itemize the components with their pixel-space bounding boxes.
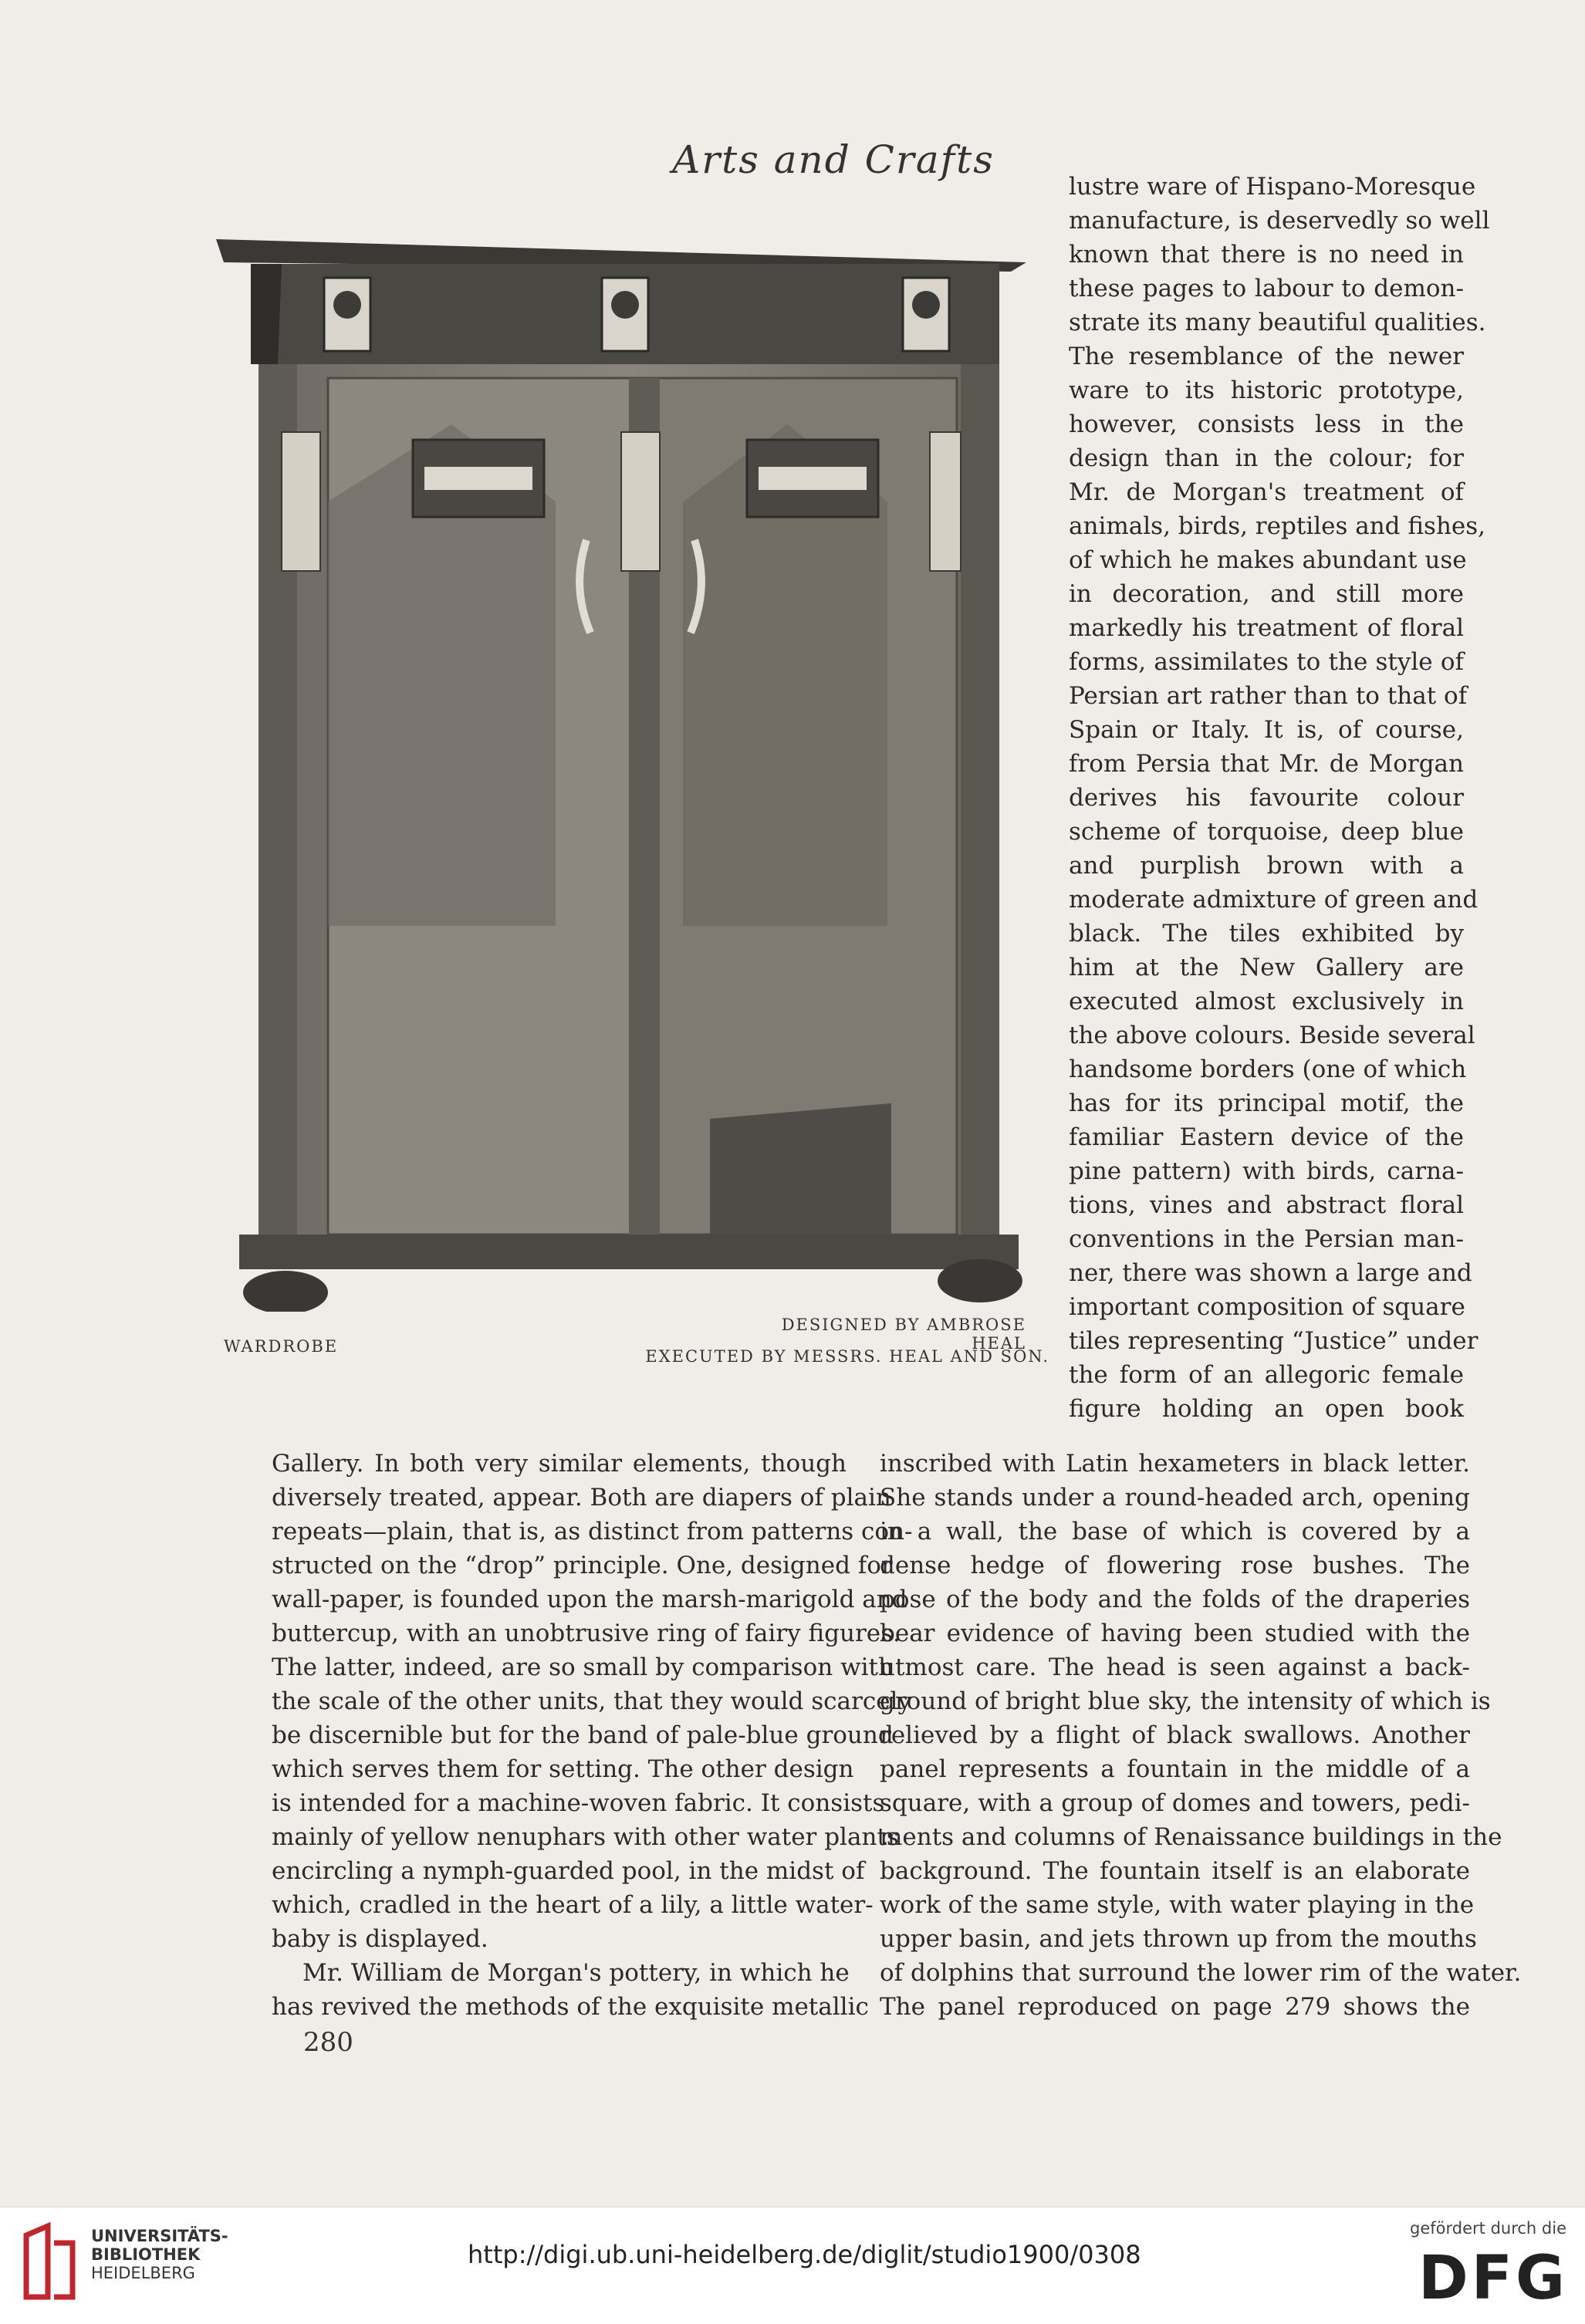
text-line: The latter, indeed, are so small by comparison with: [272, 1653, 894, 1681]
text-line: black. The tiles exhibited by: [1069, 920, 1464, 948]
text-column-left: [272, 1447, 913, 2024]
text-column-right: [880, 1447, 1522, 2024]
text-line: tiles representing “Justice” under: [1069, 1327, 1479, 1355]
text-line: ments and columns of Renaissance buildings in the: [880, 1823, 1502, 1851]
text-line: utmost care. The head is seen against a back-: [880, 1653, 1470, 1681]
text-line: work of the same style, with water playing in the: [880, 1891, 1475, 1919]
text-line: buttercup, with an unobtrusive ring of fairy figures.: [272, 1620, 901, 1647]
text-line: wall-paper, is founded upon the marsh-marigold and: [272, 1586, 907, 1613]
text-line: inscribed with Latin hexameters in black letter.: [880, 1450, 1470, 1478]
text-line: She stands under a round-headed arch, opening: [880, 1484, 1470, 1512]
text-line: tions, vines and abstract floral: [1069, 1191, 1464, 1219]
text-line: The resemblance of the newer: [1069, 343, 1464, 370]
dfg-logo[interactable]: DFG: [1418, 2244, 1568, 2313]
text-line: repeats—plain, that is, as distinct from patterns con-: [272, 1518, 913, 1545]
text-line: familiar Eastern device of the: [1069, 1123, 1464, 1151]
text-line: which serves them for setting. The other design: [272, 1755, 854, 1783]
text-line: pine pattern) with birds, carna-: [1069, 1157, 1464, 1185]
text-line: the scale of the other units, that they would scarcely: [272, 1687, 911, 1715]
text-line: manufacture, is deservedly so well: [1069, 207, 1490, 235]
text-line: encircling a nymph-guarded pool, in the midst of: [272, 1857, 865, 1885]
text-line: has revived the methods of the exquisite metallic: [272, 1993, 869, 2021]
text-line: these pages to labour to demon-: [1069, 275, 1464, 302]
text-line: and purplish brown with a: [1069, 852, 1464, 880]
text-line: the above colours. Beside several: [1069, 1022, 1475, 1049]
text-line: baby is displayed.: [272, 1925, 488, 1953]
text-line: Mr. de Morgan's treatment of: [1069, 478, 1464, 506]
text-line: forms, assimilates to the style of: [1069, 648, 1464, 676]
text-line: structed on the “drop” principle. One, designed for: [272, 1552, 893, 1579]
text-line: bear evidence of having been studied with the: [880, 1620, 1470, 1647]
text-line: ner, there was shown a large and: [1069, 1259, 1472, 1287]
library-name-line: HEIDELBERG: [91, 2264, 195, 2282]
text-line: upper basin, and jets thrown up from the mouths: [880, 1925, 1477, 1953]
text-line: executed almost exclusively in: [1069, 988, 1464, 1015]
text-line: from Persia that Mr. de Morgan: [1069, 750, 1464, 778]
text-line: square, with a group of domes and towers, pedi-: [880, 1789, 1470, 1817]
text-line: of which he makes abundant use: [1069, 546, 1467, 574]
text-line: dense hedge of flowering rose bushes. The: [880, 1552, 1470, 1579]
university-library-logo-icon[interactable]: [19, 2220, 80, 2305]
text-line: background. The fountain itself is an elaborate: [880, 1857, 1470, 1885]
text-line: Persian art rather than to that of: [1069, 682, 1468, 710]
university-library-name[interactable]: [91, 2227, 228, 2282]
text-line: is intended for a machine-woven fabric. It consists: [272, 1789, 885, 1817]
text-line: Gallery. In both very similar elements, though: [272, 1450, 847, 1478]
text-line: in decoration, and still more: [1069, 580, 1464, 608]
figure-caption-designer: DESIGNED BY AMBROSE HEAL: [781, 1316, 1026, 1353]
text-line: markedly his treatment of floral: [1069, 614, 1464, 642]
text-line: of dolphins that surround the lower rim of the water.: [880, 1959, 1522, 1987]
page-number: 280: [303, 2027, 353, 2058]
text-line: panel represents a fountain in the middle of a: [880, 1755, 1470, 1783]
text-line: scheme of torquoise, deep blue: [1069, 818, 1464, 846]
text-column-right-top: [1069, 170, 1490, 1426]
text-line: Mr. William de Morgan's pottery, in which he: [302, 1959, 850, 1987]
text-line: moderate admixture of green and: [1069, 886, 1479, 914]
text-line: Spain or Italy. It is, of course,: [1069, 716, 1464, 744]
text-line: conventions in the Persian man-: [1069, 1225, 1464, 1253]
text-line: which, cradled in the heart of a lily, a little water-: [272, 1891, 874, 1919]
figure-caption-title: WARDROBE: [224, 1337, 339, 1356]
figure-caption-maker: EXECUTED BY MESSRS. HEAL AND SON.: [645, 1347, 1049, 1366]
text-line: important composition of square: [1069, 1293, 1465, 1321]
wardrobe-illustration: [193, 231, 1042, 1312]
running-head: Arts and Crafts: [672, 137, 995, 182]
text-line: mainly of yellow nenuphars with other water plants: [272, 1823, 899, 1851]
text-line: figure holding an open book: [1069, 1395, 1464, 1423]
text-line: be discernible but for the band of pale-blue ground: [272, 1721, 894, 1749]
text-line: strate its many beautiful qualities.: [1069, 309, 1486, 336]
text-line: design than in the colour; for: [1069, 444, 1464, 472]
text-line: relieved by a flight of black swallows. Another: [880, 1721, 1470, 1749]
text-line: pose of the body and the folds of the draperies: [880, 1586, 1470, 1613]
permalink-url[interactable]: http://digi.ub.uni-heidelberg.de/diglit/studio1900/0308: [468, 2240, 1141, 2269]
library-name-line: BIBLIOTHEK: [91, 2245, 201, 2264]
text-line: has for its principal motif, the: [1069, 1089, 1464, 1117]
text-line: in a wall, the base of which is covered by a: [880, 1518, 1470, 1545]
text-line: animals, birds, reptiles and fishes,: [1069, 512, 1486, 540]
text-line: the form of an allegoric female: [1069, 1361, 1464, 1389]
text-line: handsome borders (one of which: [1069, 1056, 1467, 1083]
text-line: known that there is no need in: [1069, 241, 1464, 269]
funding-notice: gefördert durch die: [1410, 2219, 1566, 2238]
text-line: him at the New Gallery are: [1069, 954, 1464, 981]
text-line: The panel reproduced on page 279 shows the: [880, 1993, 1470, 2021]
text-line: however, consists less in the: [1069, 410, 1464, 438]
text-line: diversely treated, appear. Both are diapers of plain: [272, 1484, 891, 1512]
library-name-line: UNIVERSITÄTS-: [91, 2227, 228, 2245]
text-line: derives his favourite colour: [1069, 784, 1464, 812]
text-line: lustre ware of Hispano-Moresque: [1069, 173, 1476, 201]
text-line: ground of bright blue sky, the intensity of which is: [880, 1687, 1491, 1715]
text-line: ware to its historic prototype,: [1069, 377, 1464, 404]
